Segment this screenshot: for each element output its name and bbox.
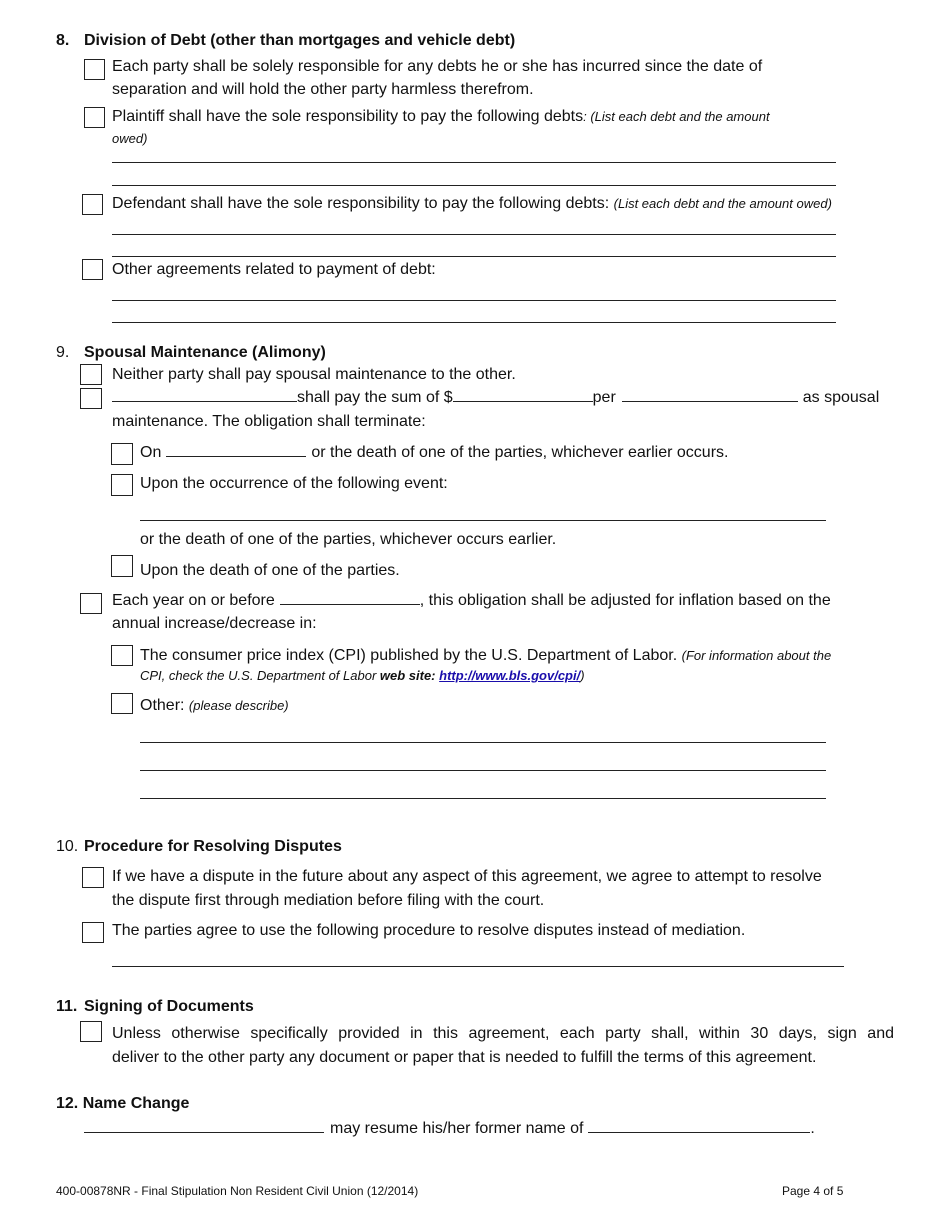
name-change-line: may resume his/her former name of . — [84, 1117, 815, 1140]
period-blank[interactable] — [622, 386, 798, 402]
pay-maintenance-checkbox[interactable] — [80, 388, 102, 409]
bls-cpi-link[interactable]: http://www.bls.gov/cpi/ — [439, 668, 581, 683]
inflation-adjustment-line-2: annual increase/decrease in: — [112, 615, 317, 632]
debt-solely-responsible-checkbox[interactable] — [84, 59, 105, 80]
event-description-line[interactable] — [140, 520, 826, 521]
pay-maintenance-line: shall pay the sum of $ per as spousal — [112, 386, 879, 409]
debt-option-1-line-1: Each party shall be solely responsible for any debts he or she has incurred since the date of — [112, 58, 763, 75]
adjustment-date-blank[interactable] — [280, 589, 420, 605]
plaintiff-debts-label: Plaintiff shall have the sole responsibility to pay the following debts: (List each debt and the amount — [112, 108, 770, 125]
other-index-line-3[interactable] — [140, 798, 826, 799]
signing-documents-line-1: Unless otherwise specifically provided in this agreement, each party shall, within 30 days, sign and — [112, 1025, 894, 1042]
cpi-checkbox[interactable] — [111, 645, 133, 666]
payer-name-blank[interactable] — [112, 386, 297, 402]
signing-documents-line-2: deliver to the other party any document or paper that is needed to fulfill the terms of this agreement. — [112, 1049, 817, 1066]
no-maintenance-checkbox[interactable] — [80, 364, 102, 385]
defendant-debts-note: (List each debt and the amount owed) — [613, 196, 832, 211]
defendant-debts-line-1[interactable] — [112, 234, 836, 235]
section-8-number: 8. — [56, 32, 70, 49]
plaintiff-debts-checkbox[interactable] — [84, 107, 105, 128]
maintenance-termination-label: maintenance. The obligation shall terminate: — [112, 413, 426, 430]
form-number: 400-00878NR - Final Stipulation Non Resident Civil Union (12/2014) — [56, 1184, 419, 1198]
section-10-number: 10. — [56, 838, 79, 855]
other-index-line-1[interactable] — [140, 742, 826, 743]
signing-documents-checkbox[interactable] — [80, 1021, 102, 1042]
termination-date-blank[interactable] — [166, 441, 306, 457]
terminate-on-death-checkbox[interactable] — [111, 555, 133, 577]
defendant-debts-label: Defendant shall have the sole responsibility to pay the following debts: (List each debt and the amount owed) — [112, 195, 832, 212]
other-debt-line-2[interactable] — [112, 322, 836, 323]
amount-blank[interactable] — [453, 386, 593, 402]
alternate-procedure-line[interactable] — [112, 966, 844, 967]
terminate-on-event-checkbox[interactable] — [111, 474, 133, 496]
terminate-on-death-label: Upon the death of one of the parties. — [140, 562, 400, 579]
other-index-label: Other: (please describe) — [140, 697, 289, 714]
mediation-label-line-2: the dispute first through mediation before filing with the court. — [112, 892, 545, 909]
mediation-checkbox[interactable] — [82, 867, 104, 888]
plaintiff-debts-note: : (List each debt and the amount — [583, 109, 770, 124]
other-debt-agreements-label: Other agreements related to payment of debt: — [112, 261, 436, 278]
event-tail-label: or the death of one of the parties, whichever occurs earlier. — [140, 531, 557, 548]
section-12-number: 12 — [56, 1095, 74, 1112]
inflation-adjustment-checkbox[interactable] — [80, 593, 102, 614]
plaintiff-debts-line-2[interactable] — [112, 185, 836, 186]
section-11-number: 11. — [56, 998, 78, 1015]
section-12-header — [56, 1092, 189, 1115]
section-8-title: Division of Debt (other than mortgages and vehicle debt) — [84, 32, 516, 49]
defendant-debts-line-2[interactable] — [112, 256, 836, 257]
alternate-procedure-checkbox[interactable] — [82, 922, 104, 943]
cpi-label: The consumer price index (CPI) published by the U.S. Department of Labor. (For information about the — [140, 647, 832, 664]
other-index-checkbox[interactable] — [111, 693, 133, 714]
party-name-blank[interactable] — [84, 1117, 324, 1133]
former-name-blank[interactable] — [588, 1117, 810, 1133]
section-12-title: . Name Change — [73, 1095, 190, 1112]
no-maintenance-label: Neither party shall pay spousal maintenance to the other. — [112, 366, 516, 383]
section-11-title: Signing of Documents — [84, 998, 254, 1015]
section-9-number: 9. — [56, 344, 70, 361]
other-debt-agreements-checkbox[interactable] — [82, 259, 103, 280]
plaintiff-debts-note-cont: owed) — [112, 131, 148, 146]
other-index-line-2[interactable] — [140, 770, 826, 771]
debt-option-1-line-2: separation and will hold the other party harmless therefrom. — [112, 81, 534, 98]
cpi-label-line-2: CPI, check the U.S. Department of Labor web site: http://www.bls.gov/cpi/) — [140, 668, 585, 683]
defendant-debts-checkbox[interactable] — [82, 194, 103, 215]
page-number: Page 4 of 5 — [782, 1184, 844, 1198]
section-10-title: Procedure for Resolving Disputes — [84, 838, 342, 855]
mediation-label-line-1: If we have a dispute in the future about any aspect of this agreement, we agree to attempt to resolve — [112, 868, 822, 885]
terminate-on-event-label: Upon the occurrence of the following event: — [140, 475, 448, 492]
alternate-procedure-label: The parties agree to use the following procedure to resolve disputes instead of mediation. — [112, 922, 746, 939]
other-debt-line-1[interactable] — [112, 300, 836, 301]
terminate-on-date-checkbox[interactable] — [111, 443, 133, 465]
terminate-on-date-label: On or the death of one of the parties, whichever earlier occurs. — [140, 441, 728, 464]
section-9-title: Spousal Maintenance (Alimony) — [84, 344, 326, 361]
inflation-adjustment-line: Each year on or before , this obligation shall be adjusted for inflation based on the — [112, 589, 831, 612]
plaintiff-debts-line-1[interactable] — [112, 162, 836, 163]
